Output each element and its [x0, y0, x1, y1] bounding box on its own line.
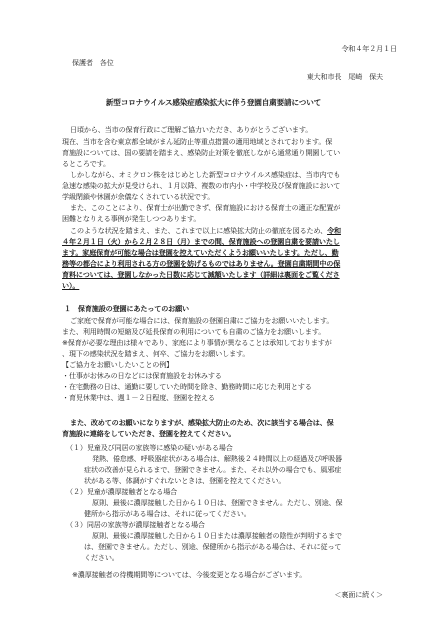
- example-item: ・育児休業中は、週１－２日程度、登園を控える: [62, 393, 215, 402]
- note-line: ※濃厚接触者の待機期間等については、今後変更となる場合がございます。: [72, 570, 307, 579]
- body-line: るところです。: [62, 159, 110, 168]
- body-line: また、このことにより、保育士が出勤できず、保育施設における保育士の適正な配置が: [70, 203, 341, 212]
- condition-label: （２）児童が濃厚接触者となる場合: [66, 487, 178, 496]
- body-line: 困難となりえる事例が発生しつつあります。: [62, 214, 201, 223]
- body-line: 学級閉鎖や休園が余儀なくされている状況です。: [62, 192, 215, 201]
- example-item: ・仕事がお休みの日などには保育施設をお休みする: [62, 371, 222, 380]
- section-line: ※保育が必要な理由は様々であり、家庭により事情が異なることは承知しておりますが: [62, 338, 332, 347]
- section-line: また、利用時間の短縮及び延長保育の利用についても自粛のご協力をお願いします。: [62, 327, 326, 336]
- continue-notice: ＜裏面に続く＞: [334, 590, 383, 599]
- body-line: しかしながら、オミクロン株をはじめとした新型コロナウイルス感染症は、当市内でも: [70, 170, 341, 179]
- condition-line: は、登園できません。ただし、別途、保健所から指示がある場合は、それに従って: [84, 542, 342, 551]
- recipient-line: 保護者 各位: [72, 58, 114, 67]
- body-line: 育施設については、国の要請を踏まえ、感染防止対策を徹底しながら通常通り開園してい: [62, 148, 341, 157]
- body-line: 現在、当市を含む東京都全域がまん延防止等重点措置の適用地域とされております。保: [62, 137, 333, 146]
- body-line: 日頃から、当市の保育行政にご理解ご協力いただき、ありがとうございます。: [70, 125, 313, 134]
- emphasis-line: い）。: [62, 281, 80, 290]
- condition-label: （１）児童及び同居の家族等に感染の疑いがある場合: [66, 443, 233, 452]
- condition-label: （３）同居の家族等が濃厚接触者となる場合: [66, 520, 205, 529]
- example-item: ・在宅勤務の日は、通勤に要していた時間を除き、勤務時間に応じた利用とする: [62, 382, 312, 391]
- emphasis-line: 育料については、登園しなかった日数に応じて減額いたします（詳細は裏面をご覧くださ: [62, 270, 340, 279]
- example-heading: 【ご協力をお願いしたいことの例】: [62, 360, 174, 369]
- document-title: 新型コロナウイルス感染症感染拡大に伴う登園自粛要請について: [105, 98, 322, 107]
- condition-line: 原則、最後に濃厚接触した日から１０日または濃厚接触者の陰性が判明するまで: [92, 531, 342, 540]
- section-intro-line: また、改めてのお願いになりますが、感染拡大防止のため、次に該当する場合は、保: [70, 418, 334, 427]
- condition-line: 原則、最後に濃厚接触した日から１０日は、登園できません。ただし、別途、保: [92, 498, 343, 507]
- condition-line: 健所から指示がある場合は、それに従ってください。: [84, 509, 251, 518]
- body-text: このような状況を踏まえ、また、これまで以上に感染拡大防止の徹底を図るため、: [70, 226, 328, 235]
- emphasis-text: 令和: [327, 226, 341, 235]
- sender-line: 東大和市長 尾崎 保夫: [306, 72, 383, 81]
- emphasis-line: ４年２月１日（火）から２月２８日（月）までの間、保育施設への登園自粛を要請いたし: [62, 237, 340, 246]
- section-heading: １ 保育施設の登園にあたってのお願い: [64, 304, 189, 313]
- emphasis-line: 務等の都合により利用される方の登園を妨げるものではありません。登園自粛期間中の保: [62, 259, 341, 268]
- condition-line: 状がある等、体調がすぐれないときは、登園を控えてください。: [84, 476, 286, 485]
- document-date: 令和４年２月１日: [341, 44, 397, 53]
- section-intro-line: 育施設に連絡をしていただき、登園を控えてください。: [62, 429, 236, 438]
- body-line: [70, 226, 341, 235]
- section-line: 、現下の感染状況を踏まえ、何卒、ご協力をお願いします。: [62, 349, 250, 358]
- condition-line: 発熱、倦怠感、呼吸器症状がある場合は、解熱後２４時間以上の経過及び呼吸器: [92, 454, 342, 463]
- body-line: 急速な感染の拡大が見受けられ、１月以降、複数の市内小・中学校及び保育施設において: [62, 181, 341, 190]
- emphasis-line: ます。家庭保育が可能な場合は登園を控えていただくようお願いいたします。ただし、勤: [62, 248, 339, 257]
- condition-line: ください。: [84, 553, 119, 562]
- section-line: ご家庭で保育が可能な場合には、保育施設の登園自粛にご協力をお願いいたします。: [70, 316, 334, 325]
- condition-line: 症状の改善が見られるまで、登園できません。また、それ以外の場合でも、風邪症: [84, 465, 342, 474]
